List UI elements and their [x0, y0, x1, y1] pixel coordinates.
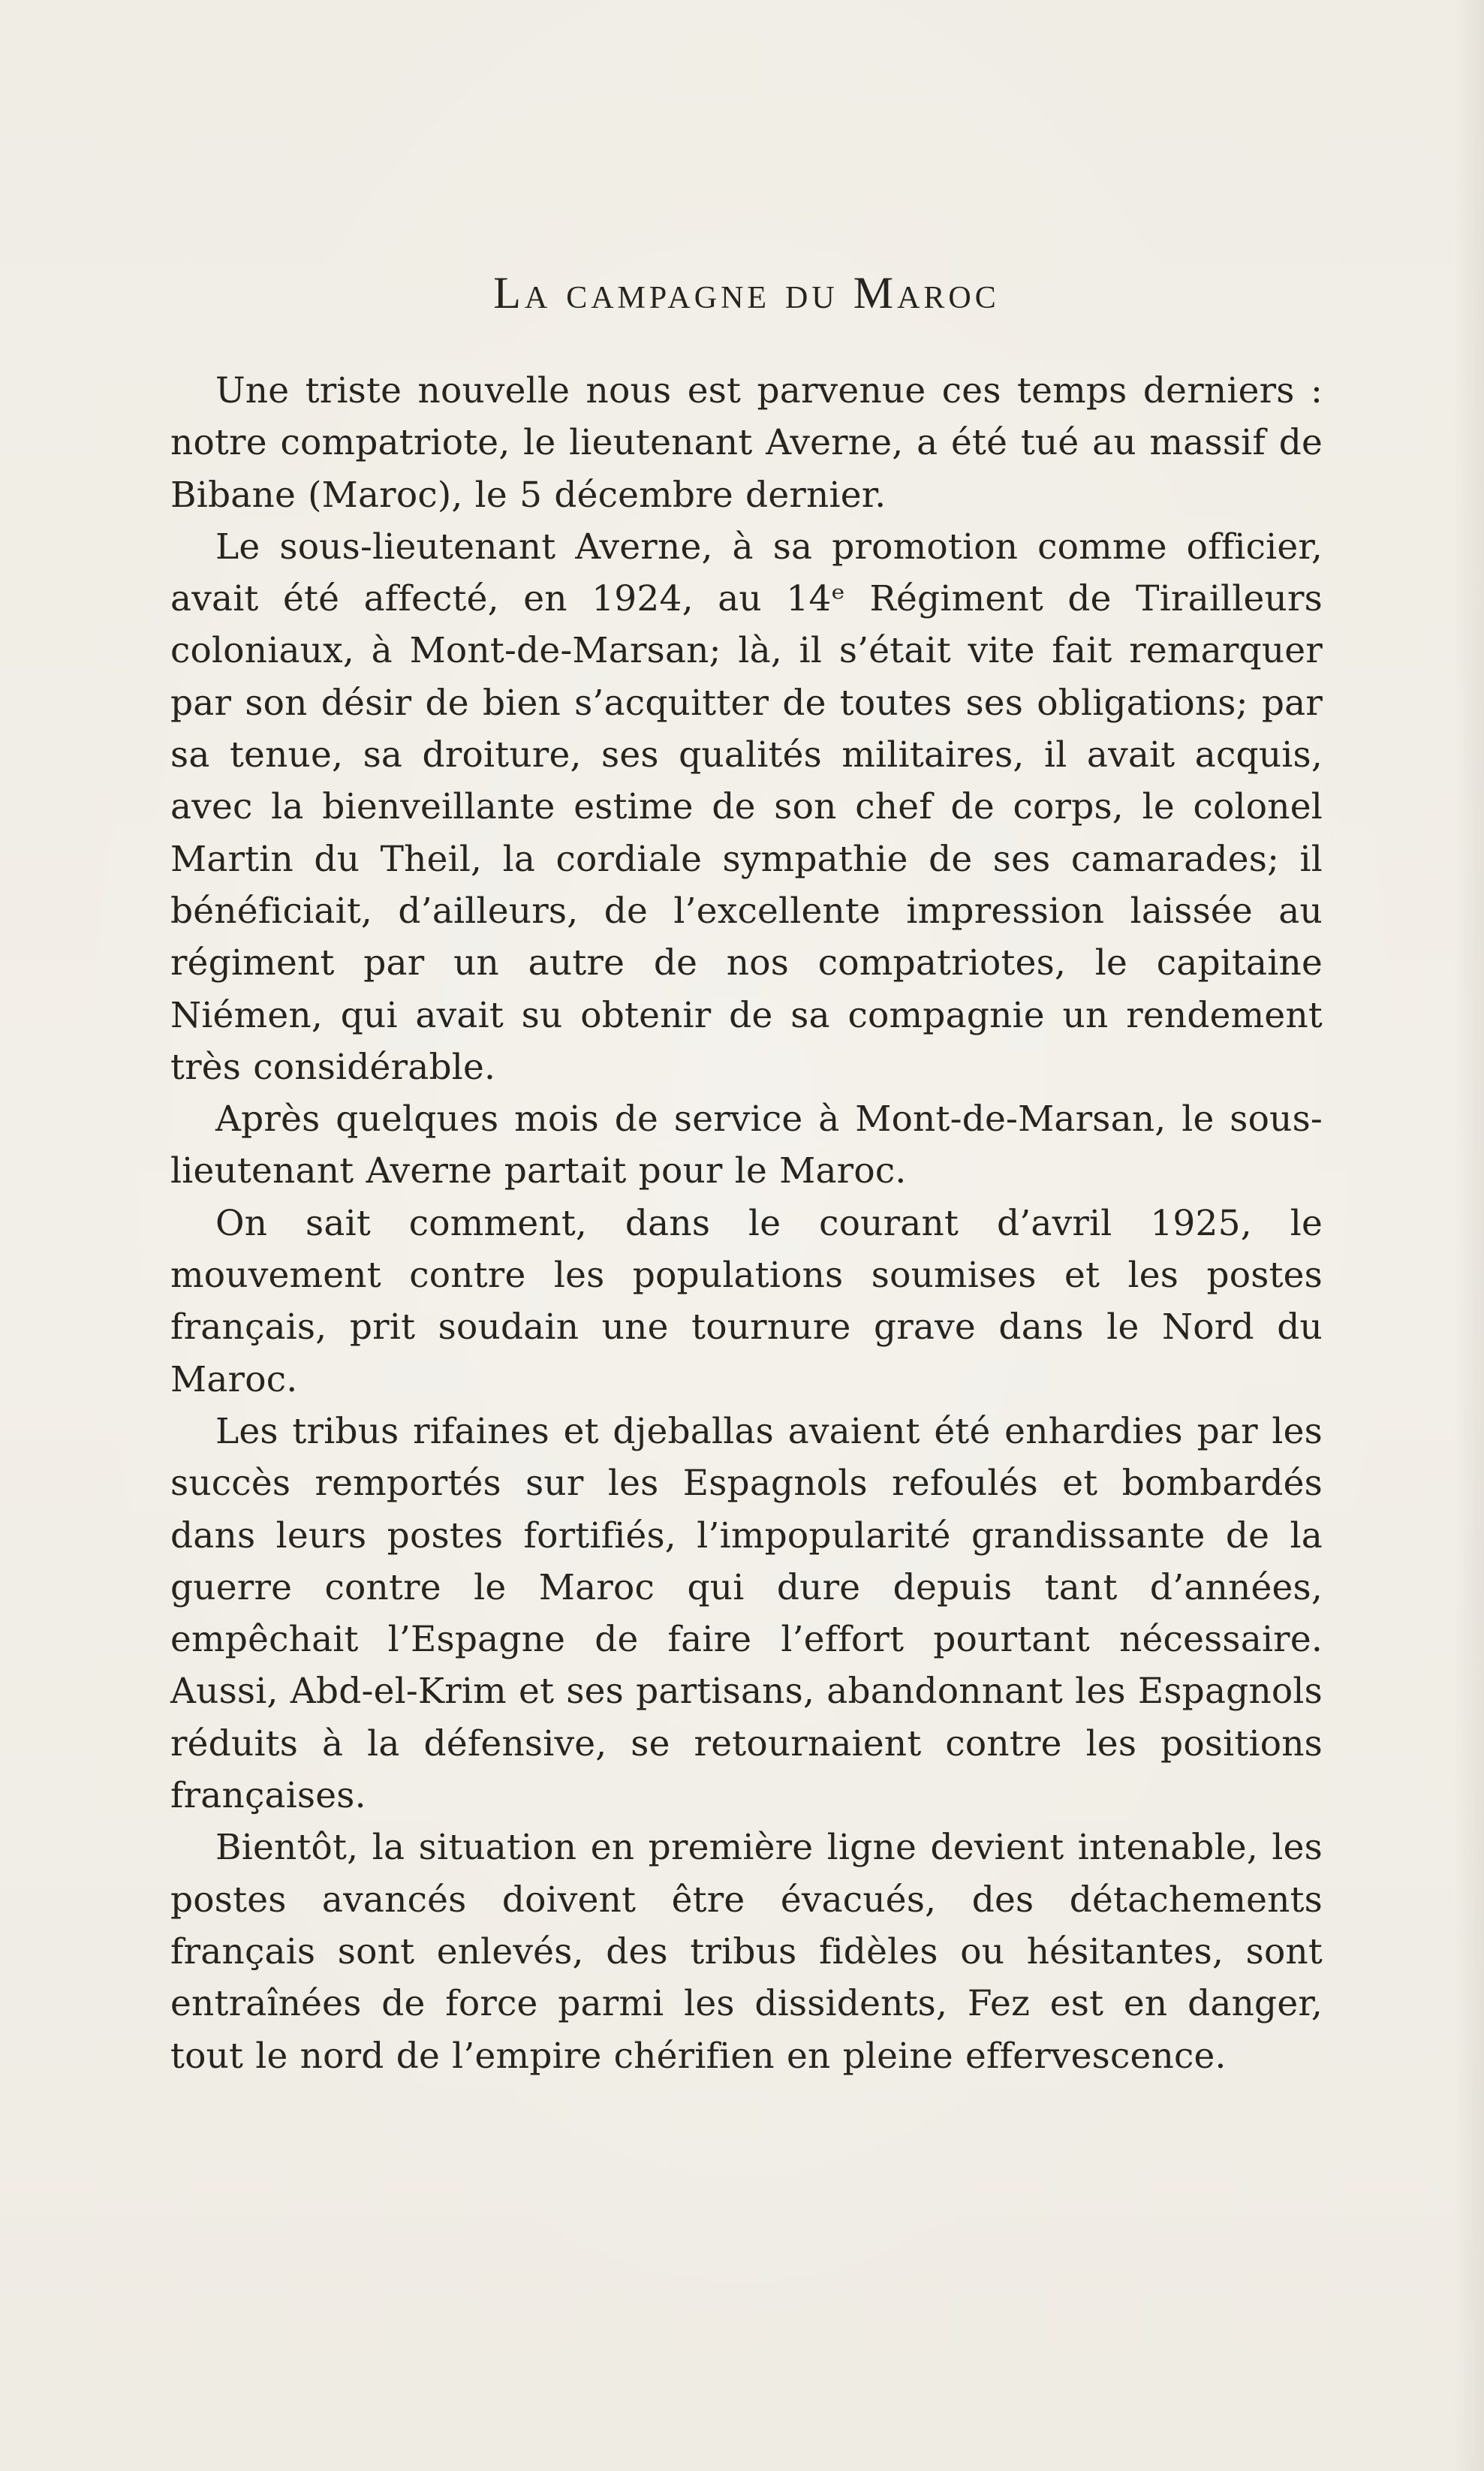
paragraph-5: Les tribus rifaines et djeballas avaient été enhardies par les succès remportés sur les Espagnols refoulés et bombardés dans leurs postes fortifiés, l’impopularité grandissante de la guerre contre le Maroc qui dure depuis tant d’années, empêchait l’Espagne de faire l’effort pourtant nécessaire. Aussi, Abd-el-Krim et ses partisans, abandonnant les Espagnols réduits à la défensive, se retournaient contre les positions françaises. [170, 1410, 1323, 1817]
paragraph-4: On sait comment, dans le courant d’avril 1925, le mouvement contre les populations soumises et les postes français, prit soudain une tournure grave dans le Nord du Maroc. [170, 1202, 1323, 1400]
article [170, 270, 1323, 2082]
paragraph-3: Après quelques mois de service à Mont-de-Marsan, le sous-lieutenant Averne partait pour le Maroc. [170, 1098, 1323, 1192]
paragraph-1: Une triste nouvelle nous est parvenue ces temps derniers : notre compatriote, le lieutenant Averne, a été tué au massif de Bibane (Maroc), le 5 décembre dernier. [170, 370, 1323, 516]
paragraph-2: Le sous-lieutenant Averne, à sa promotion comme officier, avait été affecté, en 1924, au 14ᵉ Régiment de Tirailleurs coloniaux, à Mont-de-Marsan; là, il s’était vite fait remarquer par son désir de bien s’acquitter de toutes ses obligations; par sa tenue, sa droiture, ses qualités militaires, il avait acquis, avec la bienveillante estime de son chef de corps, le colonel Martin du Theil, la cordiale sympathie de ses camarades; il bénéficiait, d’ailleurs, de l’excellente impression laissée au régiment par un autre de nos compatriotes, le capitaine Niémen, qui avait su obtenir de sa compagnie un rendement très considérable. [170, 526, 1323, 1088]
page-edge-shadow [1454, 0, 1484, 2471]
article-title: La campagne du Maroc [493, 268, 1000, 318]
paragraph-6: Bientôt, la situation en première ligne devient intenable, les postes avancés doivent être évacués, des détachements français sont enlevés, des tribus fidèles ou hésitantes, sont entraînées de force parmi les dissidents, Fez est en danger, tout le nord de l’empire chérifien en pleine effervescence. [170, 1827, 1323, 2077]
